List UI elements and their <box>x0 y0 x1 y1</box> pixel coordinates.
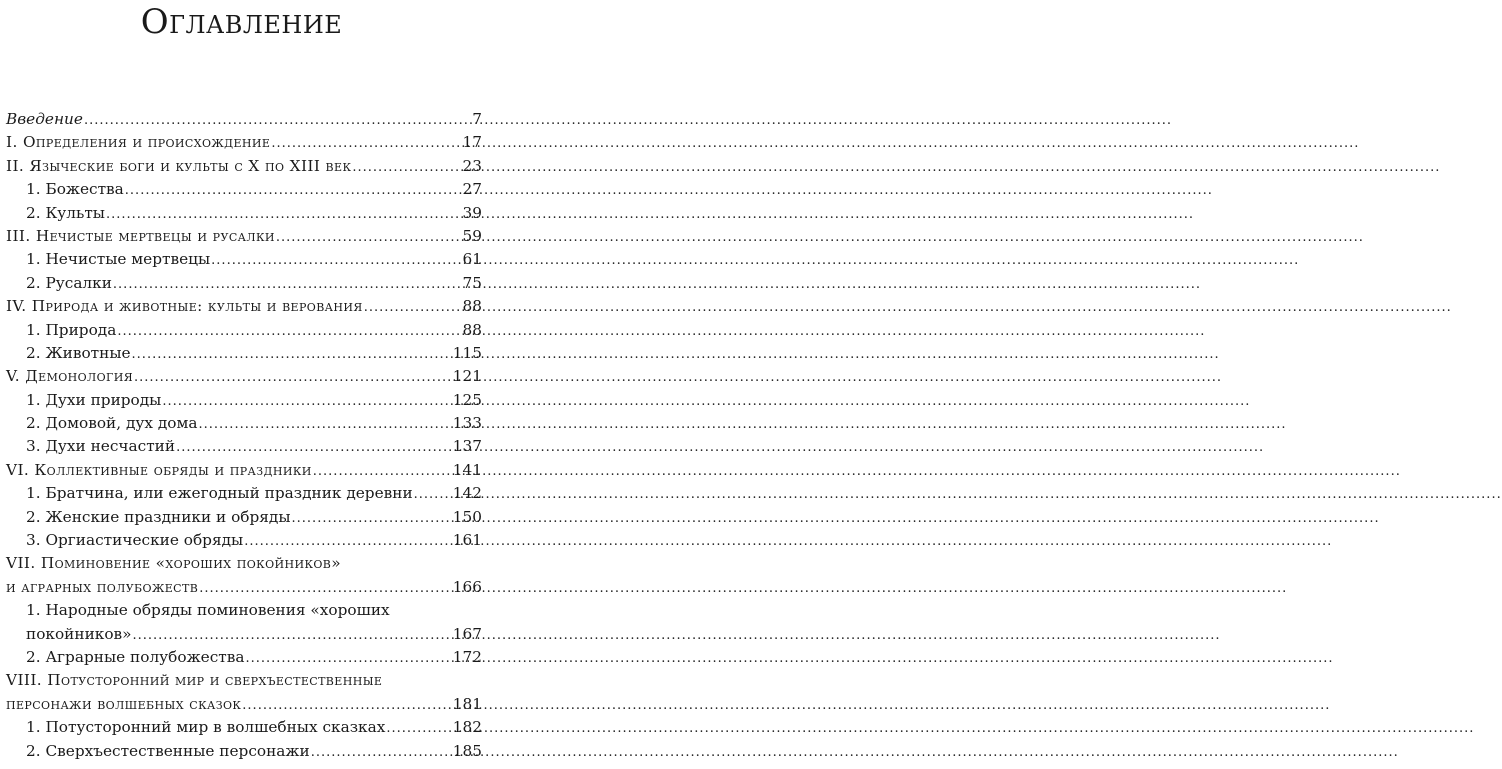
toc-entry <box>6 108 482 131</box>
toc-entry <box>6 599 482 622</box>
toc-entry-title: 1. Народные обряды поминовения «хороших <box>26 601 390 620</box>
toc-entry-row <box>26 272 482 296</box>
toc-entry-title: VIII. Потусторонний мир и сверхъестественные <box>6 671 383 690</box>
toc-entry <box>6 576 482 599</box>
toc-page-number: 133 <box>452 414 482 433</box>
toc-dot-leader <box>113 273 462 296</box>
toc-entry-row <box>26 716 482 740</box>
toc-entry <box>6 389 482 412</box>
toc-entry-title: II. Языческие боги и культы с X по XIII век <box>6 156 352 175</box>
toc-page-number: 166 <box>452 577 482 596</box>
toc-page-number: 172 <box>452 647 482 666</box>
toc-page-number: 142 <box>452 484 482 503</box>
toc-entry <box>6 202 482 225</box>
toc-entry-row <box>26 412 482 436</box>
toc-dot-leader <box>311 741 452 764</box>
toc-dot-leader <box>386 717 451 740</box>
toc-entry <box>6 506 482 529</box>
toc-page-number: 181 <box>452 694 482 713</box>
toc-entry-title: 2. Культы <box>26 203 105 222</box>
toc-page-number: 182 <box>452 718 482 737</box>
toc-entry <box>6 716 482 739</box>
toc-dot-leader <box>364 296 462 319</box>
toc-entry-row <box>26 646 482 670</box>
toc-dot-leader <box>125 179 462 202</box>
toc-page-number: 7 <box>472 110 482 128</box>
toc-page-number: 75 <box>462 273 482 292</box>
toc-dot-leader <box>276 226 462 249</box>
toc-entry-row <box>26 529 482 553</box>
toc-entry-title: 1. Природа <box>26 320 117 339</box>
toc-entry <box>6 435 482 458</box>
toc-page-number: 88 <box>462 297 482 316</box>
toc-entry-title: 2. Женские праздники и обряды <box>26 507 291 526</box>
toc-entry-row <box>6 576 482 600</box>
toc-entry <box>6 552 482 575</box>
toc-page-number: 17 <box>462 133 482 152</box>
toc-entry-title: персонажи волшебных сказок <box>6 694 242 713</box>
toc-entry <box>6 248 482 271</box>
toc-page-number: 185 <box>452 741 482 760</box>
toc-entry <box>6 319 482 342</box>
toc-entry-row <box>6 131 482 155</box>
toc-entry-title: и аграрных полубожеств <box>6 577 199 596</box>
toc-entry <box>6 669 482 692</box>
toc-entry-title: 1. Нечистые мертвецы <box>26 250 211 269</box>
toc-page-number: 59 <box>462 226 482 245</box>
toc-entry-title: 2. Животные <box>26 343 131 362</box>
toc-page-number: 115 <box>452 343 482 362</box>
toc-entry-title: I. Определения и происхождение <box>6 133 271 152</box>
toc-page-number: 61 <box>462 250 482 269</box>
toc-dot-leader <box>133 624 452 647</box>
toc-entry <box>6 225 482 248</box>
toc-entry <box>6 459 482 482</box>
toc-entry <box>6 412 482 435</box>
toc-entry-row <box>26 248 482 272</box>
toc-entry-row <box>6 669 482 692</box>
toc-dot-leader <box>244 530 452 553</box>
toc-entry-row <box>6 552 482 575</box>
toc-entry-row <box>6 693 482 717</box>
toc-entry <box>6 272 482 295</box>
toc-entry-title: 3. Оргиастические обряды <box>26 531 244 550</box>
toc-dot-leader <box>271 132 461 155</box>
toc-entry-title: 3. Духи несчастий <box>26 437 176 456</box>
toc-dot-leader <box>199 577 452 600</box>
toc-entry-title: Введение <box>6 110 83 128</box>
toc-dot-leader <box>352 156 461 179</box>
page-title: Оглавление <box>140 2 343 42</box>
toc-entry-title: 1. Духи природы <box>26 390 162 409</box>
toc-entry <box>6 482 482 505</box>
toc-dot-leader <box>84 109 471 132</box>
toc-dot-leader <box>242 694 452 717</box>
toc-entry-row <box>26 342 482 366</box>
toc-entry-row <box>26 178 482 202</box>
toc-entry-title: 2. Сверхъестественные персонажи <box>26 741 310 760</box>
toc-page-number: 137 <box>452 437 482 456</box>
toc-entry-row <box>26 319 482 343</box>
toc-dot-leader <box>176 436 452 459</box>
toc-entry-row <box>6 295 482 319</box>
toc-page-number: 27 <box>462 180 482 199</box>
toc-entry-row <box>6 225 482 249</box>
toc-entry <box>6 740 482 763</box>
toc-entry-title: VI. Коллективные обряды и праздники <box>6 460 312 479</box>
toc-entry-title: VII. Поминовение «хороших покойников» <box>6 554 342 573</box>
toc-page-number: 88 <box>462 320 482 339</box>
toc-dot-leader <box>245 647 451 670</box>
toc-entry-title: 2. Аграрные полубожества <box>26 647 245 666</box>
toc-entry <box>6 693 482 716</box>
toc-entry-row <box>26 599 482 622</box>
toc-entry-title: V. Демонология <box>6 367 134 386</box>
toc-page <box>0 0 483 769</box>
toc-entry-title: 2. Домовой, дух дома <box>26 414 198 433</box>
table-of-contents <box>6 108 482 763</box>
toc-entry <box>6 623 482 646</box>
toc-entry-title: покойников» <box>26 624 132 643</box>
toc-entry <box>6 529 482 552</box>
toc-page-number: 150 <box>452 507 482 526</box>
toc-page-number: 167 <box>452 624 482 643</box>
toc-page-number: 39 <box>462 203 482 222</box>
toc-entry-row <box>6 365 482 389</box>
toc-entry-title: 2. Русалки <box>26 273 112 292</box>
toc-entry-row <box>26 202 482 226</box>
toc-entry-row <box>6 155 482 179</box>
toc-entry <box>6 646 482 669</box>
toc-entry-title: IV. Природа и животные: культы и верования <box>6 297 363 316</box>
toc-page-number: 121 <box>452 367 482 386</box>
toc-entry-row <box>26 506 482 530</box>
toc-page-number: 141 <box>452 460 482 479</box>
toc-page-number: 23 <box>462 156 482 175</box>
toc-entry-row <box>26 623 482 647</box>
toc-page-number: 161 <box>452 531 482 550</box>
toc-dot-leader <box>211 249 461 272</box>
toc-dot-leader <box>414 483 452 506</box>
toc-entry <box>6 365 482 388</box>
toc-page-number: 125 <box>452 390 482 409</box>
toc-entry-title: 1. Братчина, или ежегодный праздник деревни <box>26 484 413 503</box>
toc-entry-row <box>6 108 482 132</box>
toc-entry-row <box>26 435 482 459</box>
toc-entry <box>6 178 482 201</box>
toc-dot-leader <box>292 507 452 530</box>
toc-entry-row <box>6 459 482 483</box>
toc-entry <box>6 155 482 178</box>
toc-dot-leader <box>132 343 452 366</box>
toc-dot-leader <box>162 390 451 413</box>
toc-dot-leader <box>106 203 462 226</box>
toc-entry-title: III. Нечистые мертвецы и русалки <box>6 226 275 245</box>
toc-entry <box>6 295 482 318</box>
toc-entry-title: 1. Потусторонний мир в волшебных сказках <box>26 718 386 737</box>
toc-entry-row <box>26 740 482 764</box>
toc-entry <box>6 131 482 154</box>
toc-entry-row <box>26 389 482 413</box>
toc-dot-leader <box>199 413 452 436</box>
toc-dot-leader <box>117 320 461 343</box>
toc-dot-leader <box>313 460 452 483</box>
toc-entry <box>6 342 482 365</box>
toc-entry-row <box>26 482 482 506</box>
toc-dot-leader <box>134 366 452 389</box>
toc-entry-title: 1. Божества <box>26 180 124 199</box>
